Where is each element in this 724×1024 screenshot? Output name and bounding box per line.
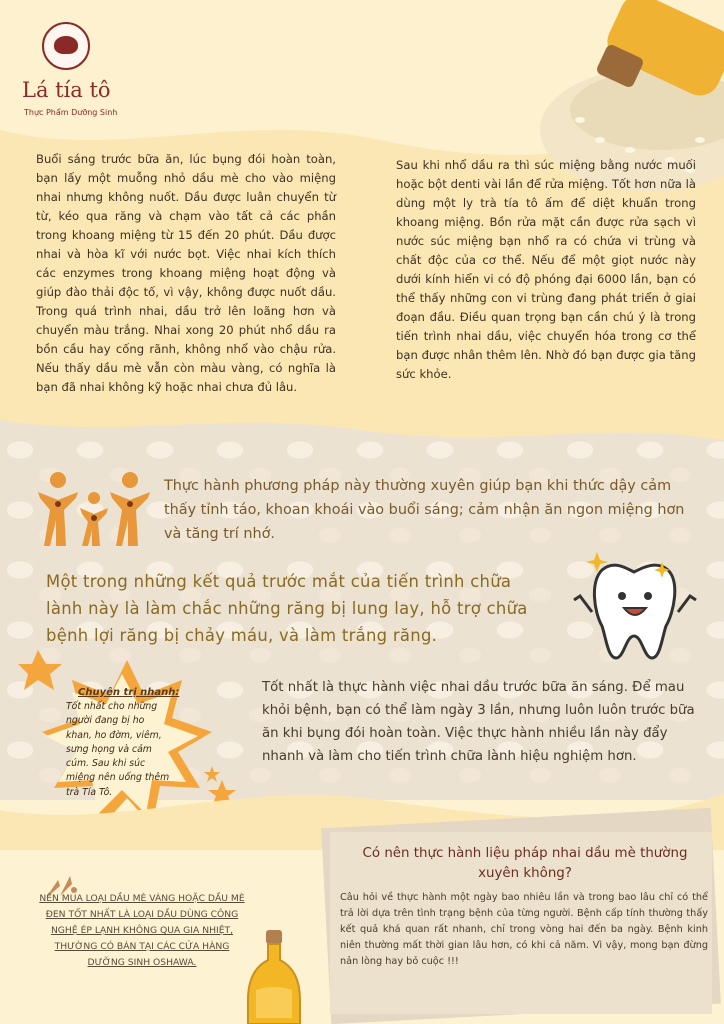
oil-bottle-icon bbox=[246, 930, 302, 1024]
buying-tip: NÊN MUA LOẠI DẦU MÈ VÀNG HOẶC DẦU MÈ ĐEN TỐT NHẤT LÀ LOẠI DẦU DÙNG CÔNG NGHỆ ÉP LẠNH KHÔNG QUA GIA NHIỆT, THƯỜNG CÓ BÁN TẠI CÁC CỬA HÀNG DƯỠNG SINH OSHAWA. bbox=[39, 893, 245, 968]
practice-paragraph: Tốt nhất là thực hành việc nhai dầu trước bữa ăn sáng. Để mau khỏi bệnh, bạn có thể làm ngày 3 lần, nhưng luôn luôn trước bữa ăn khi bụng đói hoàn toàn. Việc thực hành nhiều lần này đẩy nhanh và làm cho tiến trình chữa lành hiệu nghiệm hơn. bbox=[262, 680, 695, 764]
happy-tooth-icon bbox=[570, 552, 700, 664]
brand-logo bbox=[22, 18, 132, 118]
expert-tip-text: Tốt nhất cho những người đang bị ho khan, ho đờm, viêm, sưng họng và cảm cúm. Sau khi súc miệng nên uống thêm trà Tía Tô. bbox=[66, 701, 170, 798]
perilla-leaf-logo-icon bbox=[42, 22, 90, 70]
expert-tip-title: Chuyên trị nhanh: bbox=[78, 687, 180, 698]
family-icon bbox=[36, 470, 152, 548]
brand-tagline: Thực Phẩm Dưỡng Sinh bbox=[24, 108, 118, 117]
brand-name: Lá tía tô bbox=[22, 78, 111, 102]
faq-answer: Câu hỏi về thực hành một ngày bao nhiêu lần và trong bao lâu chỉ có thể trả lời dựa trên tình trạng bệnh của từng người. Bệnh cấp tính thường thấy kết quả khá quan rất nhanh, chỉ trong vòng hai đến ba ngày. Bệnh kinh niên thường mất thời gian lâu hơn, có khi cả năm. Vì vậy, mong bạn đừng nản lòng hay bỏ cuộc !!! bbox=[340, 892, 708, 967]
instructions-paragraph: Buổi sáng trước bữa ăn, lúc bụng đói hoàn toàn, bạn lấy một muỗng nhỏ dầu mè cho vào miệng nhai nhưng không nuốt. Dầu được luân chuyển từ từ, kéo qua răng và chạm vào tất cả các phần trong khoang miệng từ 15 đến 20 phút. Dầu được nhai và hòa kĩ với nước bọt. Việc nhai kích thích các enzymes trong khoang miệng hoạt động và giúp đào thải độc tố, vì vậy, không được nuốt dầu. Trong quá trình nhai, dầu trở lên loãng hơn và chuyển màu trắng. Nhai xong 20 phút nhổ dầu ra bồn cầu hay cống rãnh, không nhổ vào chậu rửa. Nếu thấy dầu mè vẫn còn màu vàng, có nghĩa là bạn đã nhai không kỹ hoặc nhai chưa đủ lâu. bbox=[36, 152, 336, 394]
rinse-paragraph: Sau khi nhổ dầu ra thì súc miệng bằng nước muối hoặc bột denti vài lần để rửa miệng. Tốt hơn nữa là dùng một ly trà tía tô ấm để diệt khuẩn trong khoang miệng. Bồn rửa mặt cần được rửa sạch vì nước súc miệng bạn nhổ ra có chứa vi trùng và chất độc của cơ thể. Nếu để một giọt nước này dưới kính hiển vi có độ phóng đại 6000 lần, bạn có thể thấy những con vi trùng đang phát triển ở giai đoạn đầu. Điều quan trọng bạn cần chú ý là trong tiến trình nhai dầu, việc chuyển hóa trong cơ thể bạn được nhân thêm lên. Nhờ đó bạn được gia tăng sức khỏe. bbox=[396, 158, 696, 381]
faq-question: Có nên thực hành liệu pháp nhai dầu mè thường xuyên không? bbox=[362, 846, 688, 881]
teeth-benefit-text: Một trong những kết quả trước mắt của tiến trình chữa lành này là làm chắc những răng bị lung lay, hỗ trợ chữa bệnh lợi răng bị chảy máu, và làm trắng răng. bbox=[46, 572, 528, 645]
morning-benefit-text: Thực hành phương pháp này thường xuyên giúp bạn khi thức dậy cảm thấy tỉnh táo, khoan khoái vào buổi sáng; cảm nhận ăn ngon miệng hơn và tăng trí nhớ. bbox=[164, 478, 685, 542]
